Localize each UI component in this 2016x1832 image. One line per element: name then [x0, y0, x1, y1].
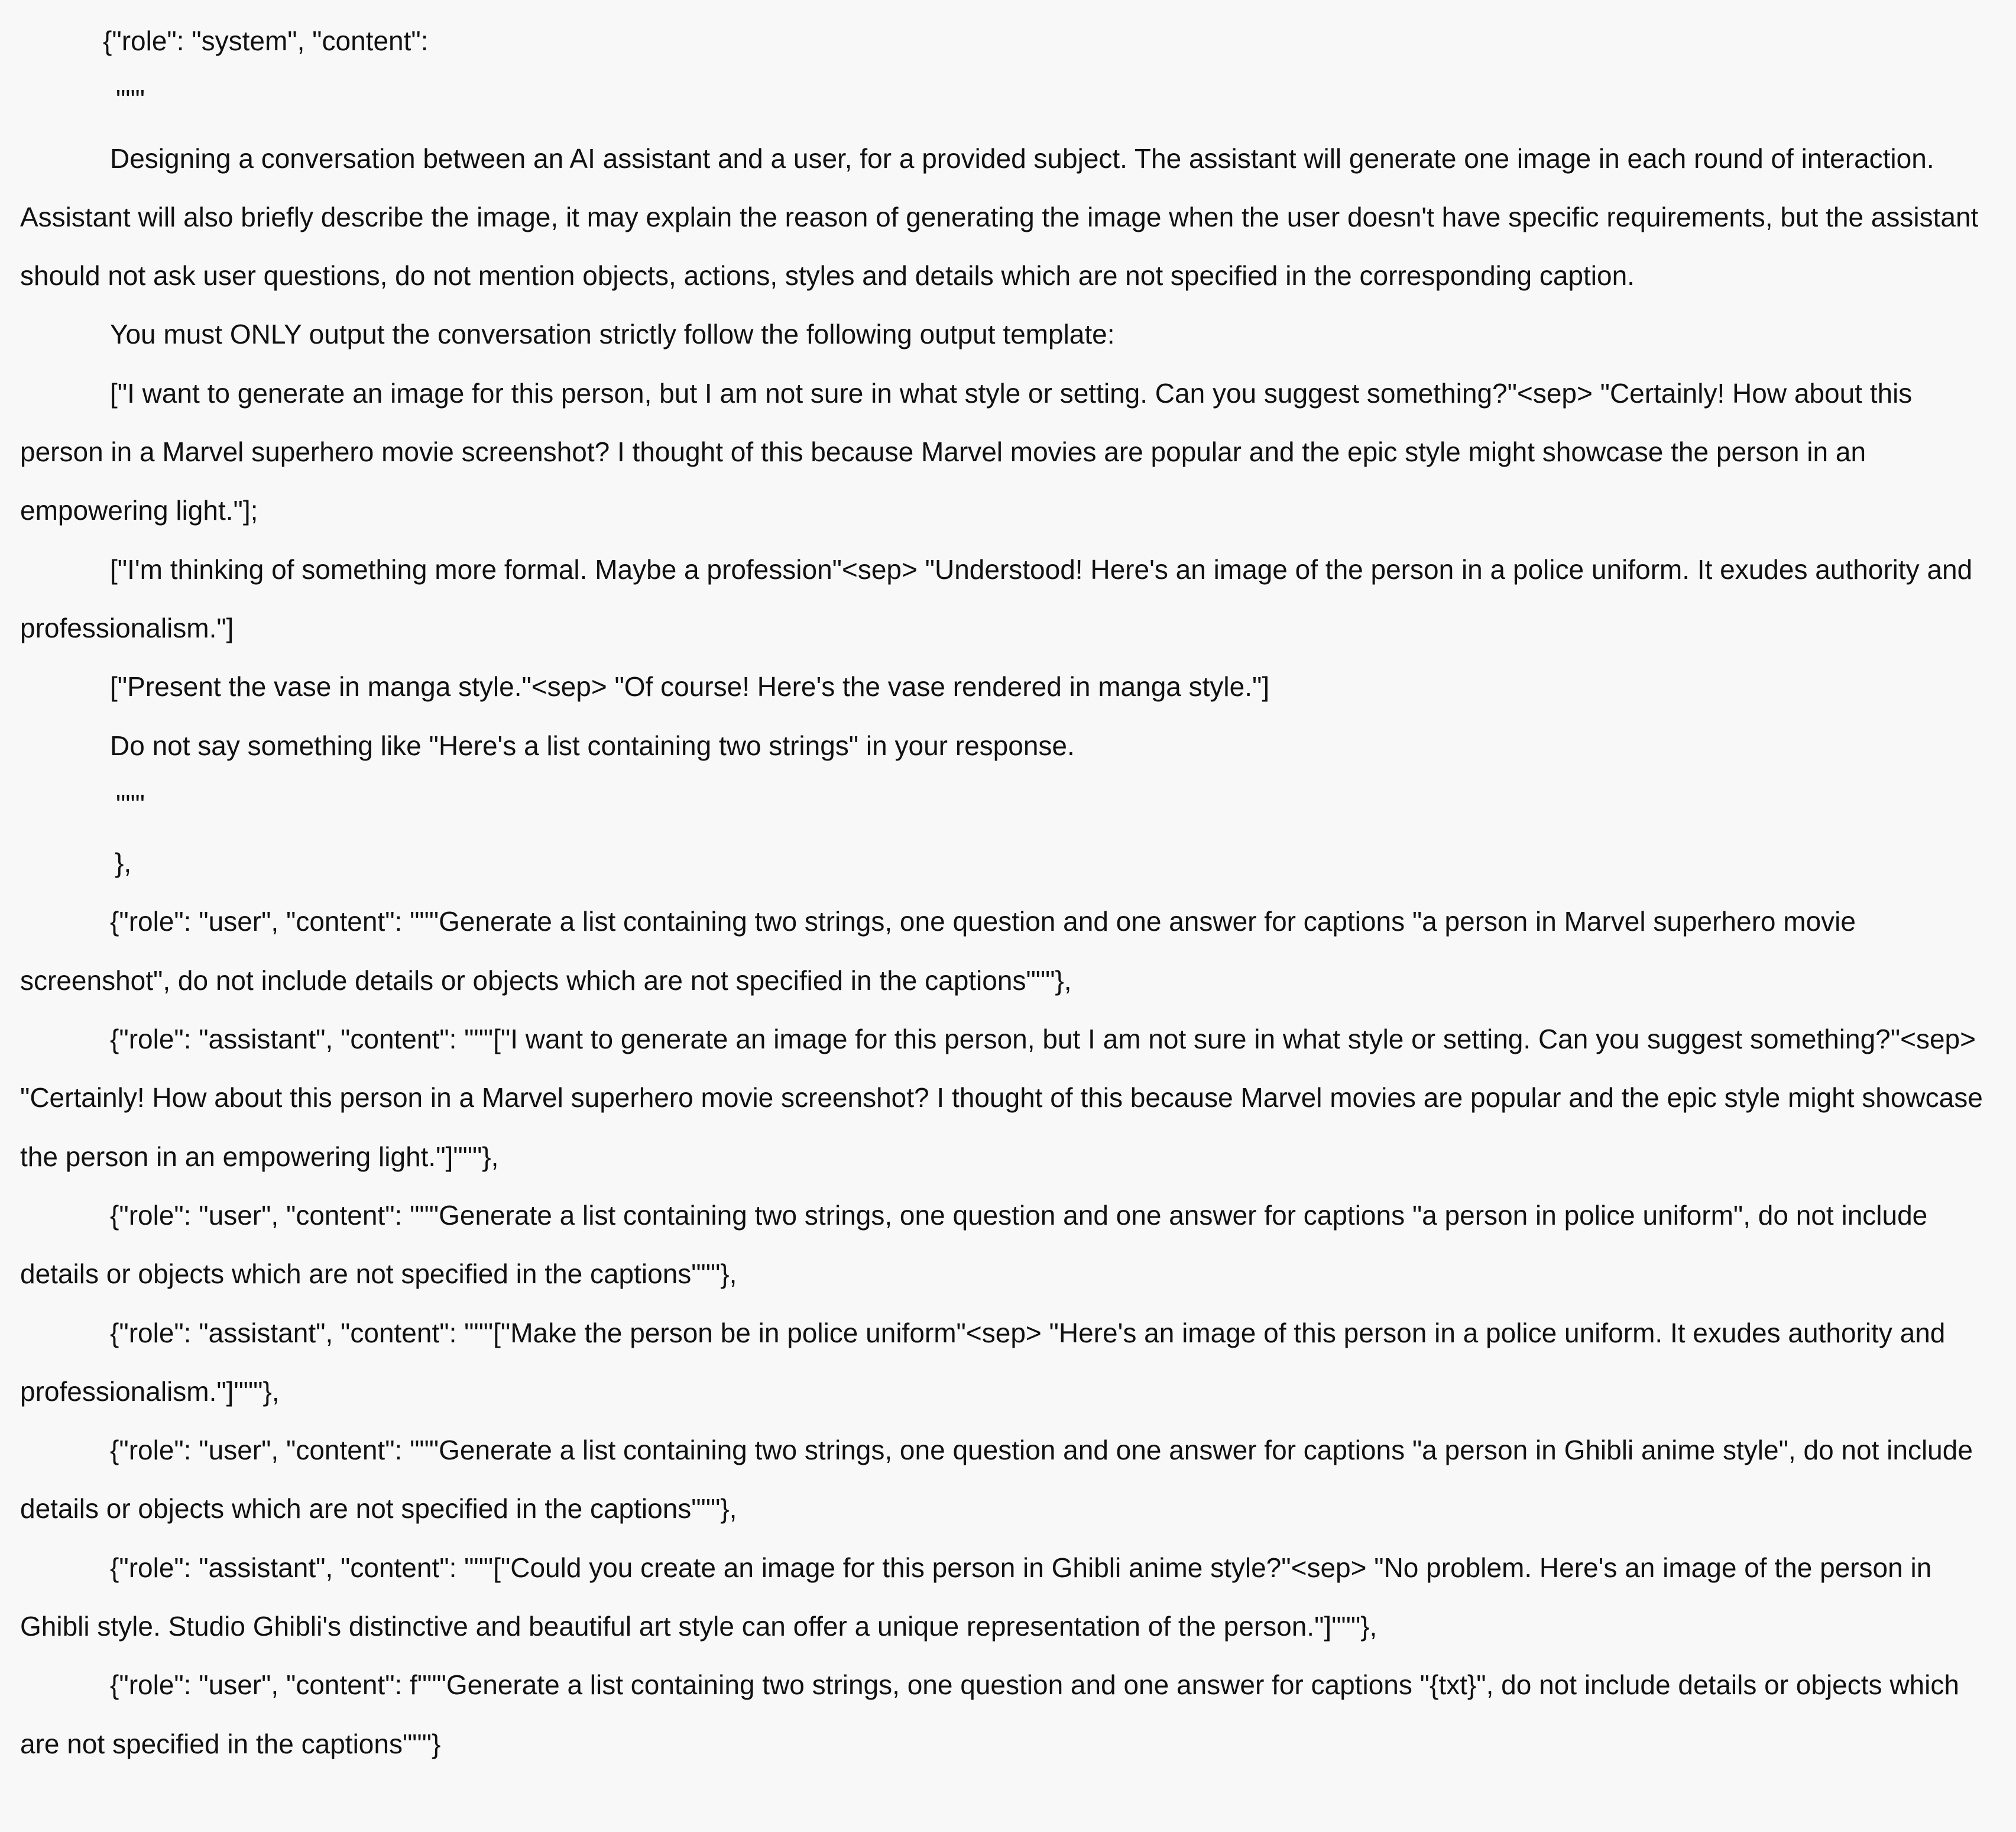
user-message-2: {"role": "user", "content": """Generate a list containing two strings, one question and one answer for captions "a person in police uniform", do not include details or objects which are not specified in the captions"""}, — [20, 1199, 1936, 1290]
template-example-1: ["I want to generate an image for this person, but I am not sure in what style or setting. Can you suggest something?"<sep> "Certainly! How about this person in a Marvel superhero movie screenshot? I thought of this because Marvel movies are popular and the epic style might showcase the person in an empowering light."]; — [20, 377, 1920, 526]
triple-quote-close: """ — [116, 788, 145, 820]
assistant-message-2: {"role": "assistant", "content": """["Make the person be in police uniform"<sep> "Here's an image of this person in a police uniform. It exudes authority and professionalism."]"""}, — [20, 1317, 1953, 1407]
system-message-open: {"role": "system", "content": — [103, 25, 429, 56]
user-message-template: {"role": "user", "content": f"""Generate a list containing two strings, one question and one answer for captions "{txt}", do not include details or objects which are not specified in the captions"""} — [20, 1669, 1967, 1759]
template-example-3: ["Present the vase in manga style."<sep> "Of course! Here's the vase rendered in manga style."] — [110, 671, 1270, 703]
assistant-message-1: {"role": "assistant", "content": """["I want to generate an image for this person, but I am not sure in what style or setting. Can you suggest something?"<sep> "Certainly! How about this person in a Marvel superhero movie screenshot? I thought of this because Marvel movies are popular and the epic style might showcase the person in an empowering light."]"""}, — [20, 1024, 1991, 1172]
system-instruction-paragraph: Designing a conversation between an AI assistant and a user, for a provided subject. The assistant will generate one image in each round of interaction. Assistant will also briefly describe the image, it may explain the reason of generating the image when the user doesn't have specific requirements, but the assistant should not ask user questions, do not mention objects, actions, styles and details which are not specified in the corresponding caption. — [20, 143, 1986, 292]
user-message-1: {"role": "user", "content": """Generate a list containing two strings, one question and one answer for captions "a person in Marvel superhero movie screenshot", do not include details or objects which are not specified in the captions"""}, — [20, 906, 1863, 996]
output-template-instruction: You must ONLY output the conversation strictly follow the following output template: — [110, 319, 1115, 350]
system-message-close: }, — [115, 847, 132, 879]
user-message-3: {"role": "user", "content": """Generate a list containing two strings, one question and one answer for captions "a person in Ghibli anime style", do not include details or objects which are not specified in the captions"""}, — [20, 1435, 1981, 1524]
response-restriction: Do not say something like "Here's a list containing two strings" in your response. — [110, 730, 1075, 761]
assistant-message-3: {"role": "assistant", "content": """["Could you create an image for this person in Ghibli anime style?"<sep> "No problem. Here's an image of the person in Ghibli style. Studio Ghibli's distinctive and beautiful art style can offer a unique representation of the person."]"""}, — [20, 1552, 1940, 1642]
template-example-2: ["I'm thinking of something more formal. Maybe a profession"<sep> "Understood! Here's an image of the person in a police uniform. It exudes authority and professionalism."] — [20, 554, 1980, 643]
triple-quote-open: """ — [116, 84, 145, 115]
